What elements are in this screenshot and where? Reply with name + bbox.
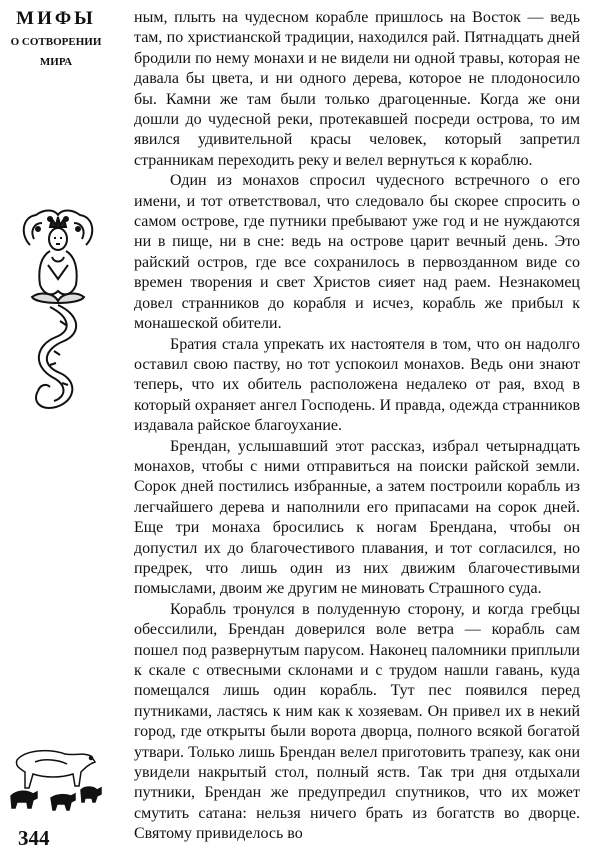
running-head-line-2: О СОТВОРЕНИИ: [10, 36, 102, 48]
paragraph-3: Братия стала упрекать их настоятеля в том, что он надолго оставил свою паству, но тот успокоил монахов. Ведь они знают теперь, что их обитель расположена недалеко от рая, вход в который охраняет ангел Господень. И правда, одежда странников издавала райское благоухание.: [134, 335, 580, 435]
sidebar: [0, 0, 112, 865]
body-text: [134, 8, 580, 845]
paragraph-1: ным, плыть на чудесном корабле пришлось на Восток — ведь там, по христианской традиции, находился рай. Пятнадцать дней бродили по нему монахи и не видели ни одной травы, которая не давала бы цвета, и ни одного дерева, которое не плодоносило бы. Камни же там были только драгоценные. Когда же они дошли до чудесной реки, протекавшей посреди острова, то им явился удивительной красы человек, который запретил странникам переходить реку и велел вернуться к кораблю.: [134, 9, 580, 169]
page-number: 344: [18, 826, 50, 850]
paragraph-2: Один из монахов спросил чудесного встречного о его имени, и тот ответствовал, что следовало бы скорее спросить о самом острове, где путники пребывают уже год и не нуждаются ни в пище, ни в сне: ведь на острове царит вечный день. Это райский остров, где все сохранилось в первозданном виде со времен творения и свет Христов сияет над раем. Незнакомец довел странников до корабля и исчез, корабль же прибыл к монашеской обители.: [134, 172, 580, 333]
running-head: [0, 8, 112, 69]
deity-on-serpent-illustration: [10, 205, 106, 435]
running-head-line-3: МИРА: [39, 56, 73, 68]
paragraph-5: Корабль тронулся в полуденную сторону, и когда гребцы обессилили, Брендан доверился воле ветра — корабль сам пошел под развернутым парусом. Наконец паломники приплыли к скале с отвесными склонами и с трудом нашли гавань, куда помещался лишь один корабль. Тут пес появился перед путниками, ластясь к ним как к хозяевам. Он привел их в некий город, где открыты были ворота дворца, полного всякой богатой утвари. Только лишь Брендан велел приготовить трапезу, как они увидели накрытый стол, полный яств. Так три дня отдыхали путники, Брендан же предупредил спутников, что их может смутить сатана: нельзя ничего брать из богатств во дворце. Святому привиделось во: [134, 600, 580, 843]
running-head-line-1: МИФЫ: [16, 8, 96, 29]
rock-art-animals-illustration: [5, 738, 105, 816]
paragraph-4: Брендан, услышавший этот рассказ, избрал четырнадцать монахов, чтобы с ними отправиться на поиски райской земли. Сорок дней постились избранные, а затем построили корабль из легчайшего дерева и наполнили его припасами на сорок дней. Еще три монаха бросились к ногам Брендана, чтобы он допустил их до благочестивого плавания, и тот согласился, но предрек, что лишь один из них движим благочестивыми помыслами, двоим же другим не миновать Страшного суда.: [134, 437, 580, 598]
